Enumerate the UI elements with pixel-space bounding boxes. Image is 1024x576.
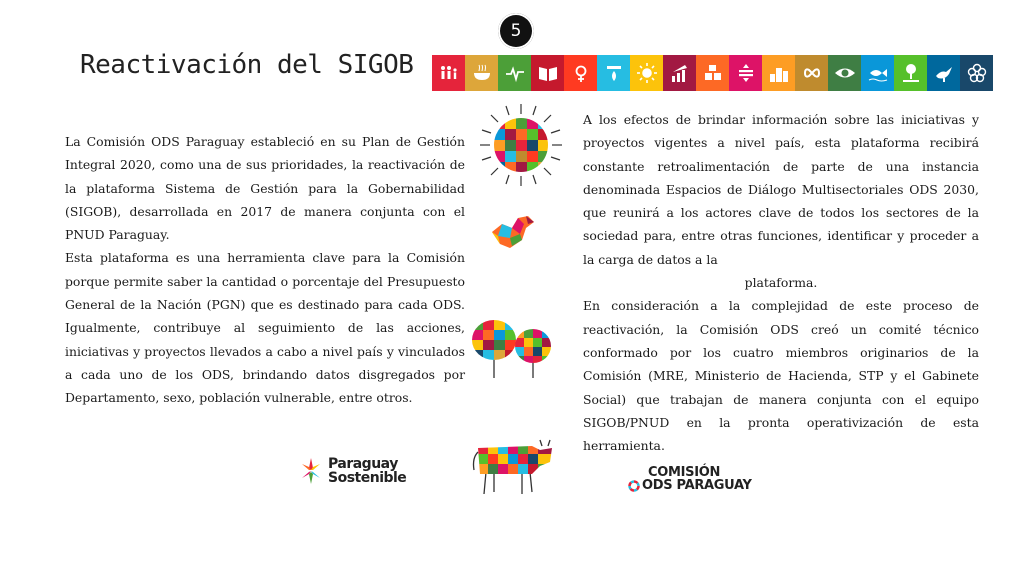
bird-illustration (488, 212, 536, 252)
comision-ods-line-1: COMISIÓN (648, 465, 721, 480)
fish-icon (867, 62, 889, 84)
bowl-icon (471, 62, 493, 84)
book-icon (537, 62, 559, 84)
sdg-goal-15-tile (894, 55, 927, 91)
page-number-badge: 5 (498, 13, 534, 49)
sdg-goals-strip (432, 55, 993, 91)
equality-icon (735, 62, 757, 84)
tree-icon (900, 62, 922, 84)
paraguay-sostenible-line-2: Sostenible (328, 470, 407, 486)
page-title: Reactivación del SIGOB (80, 50, 414, 80)
eye-globe-icon (834, 62, 856, 84)
sdg-goal-5-tile (564, 55, 597, 91)
sdg-goal-8-tile (663, 55, 696, 91)
sdg-goal-17-tile (960, 55, 993, 91)
right-paragraph-1: A los efectos de brindar información sobre las iniciativas y proyectos vigentes a nivel país, esta plataforma recibirá constante retroalimentación de parte de una instancia denominada Espacios de Diálogo Multisectoriales ODS 2030, que reunirá a los actores clave de todos los sectores de la sociedad para, entre otras funciones, identificar y proceder a la carga de datos a la (583, 112, 979, 267)
sdg-goal-9-tile (696, 55, 729, 91)
family-icon (438, 62, 460, 84)
left-paragraph-2: Esta plataforma es una herramienta clave para la Comisión porque permite saber la cantidad o porcentaje del Presupuesto General de la Nación (PGN) que es destinado para cada ODS. Igualmente, contribuye al seguimiento de las acciones, iniciativas y proyectos llevados a cabo a nivel país y vinculados a cada uno de los ODS, brindando datos disgregados por Departamento, sexo, población vulnerable, entre otros. (65, 250, 465, 406)
comision-ods-paraguay-logo (628, 466, 752, 493)
water-drop-icon (603, 62, 625, 84)
sun-icon (636, 62, 658, 84)
right-paragraph-2: En consideración a la complejidad de este proceso de reactivación, la Comisión ODS creó un comité técnico conformado por los cuatro miembros originarios de la Comisión (MRE, Ministerio de Hacienda, STP y el Gabinete Social) que trabajan de manera conjunta con el equipo SIGOB/PNUD en la pronta operativización de esta herramienta. (583, 298, 979, 454)
sdg-goal-3-tile (498, 55, 531, 91)
left-paragraph-1: La Comisión ODS Paraguay estableció en su Plan de Gestión Integral 2020, como una de sus prioridades, la reactivación de la plataforma Sistema de Gestión para la Gobernabilidad (SIGOB), desarrollada en 2017 de manera conjunta con el PNUD Paraguay. (65, 134, 465, 243)
right-paragraph-1-last-line: plataforma. (744, 275, 818, 291)
heartbeat-icon (504, 62, 526, 84)
growth-chart-icon (669, 62, 691, 84)
sdg-goal-14-tile (861, 55, 894, 91)
paraguay-sostenible-line-1: Paraguay (328, 456, 398, 472)
trees-illustration (470, 318, 554, 380)
left-text-column (65, 130, 465, 410)
sdg-goal-11-tile (762, 55, 795, 91)
cubes-icon (702, 62, 724, 84)
sdg-goal-16-tile (927, 55, 960, 91)
infinity-icon (801, 62, 823, 84)
sdg-goal-13-tile (828, 55, 861, 91)
sdg-goal-10-tile (729, 55, 762, 91)
paraguay-sostenible-logo (300, 456, 406, 486)
sdg-goal-1-tile (432, 55, 465, 91)
sdg-goal-4-tile (531, 55, 564, 91)
right-text-column (583, 108, 979, 457)
sun-illustration (478, 102, 564, 188)
dove-icon (933, 62, 955, 84)
sdg-goal-7-tile (630, 55, 663, 91)
flower-icon (966, 62, 988, 84)
sdg-goal-2-tile (465, 55, 498, 91)
cow-illustration (470, 436, 554, 496)
gender-icon (570, 62, 592, 84)
sdg-goal-12-tile (795, 55, 828, 91)
paraguay-sostenible-star-icon (300, 456, 322, 486)
comision-ods-line-2: ODS PARAGUAY (642, 478, 752, 493)
ods-wheel-icon (628, 480, 640, 492)
sdg-goal-6-tile (597, 55, 630, 91)
city-icon (768, 62, 790, 84)
